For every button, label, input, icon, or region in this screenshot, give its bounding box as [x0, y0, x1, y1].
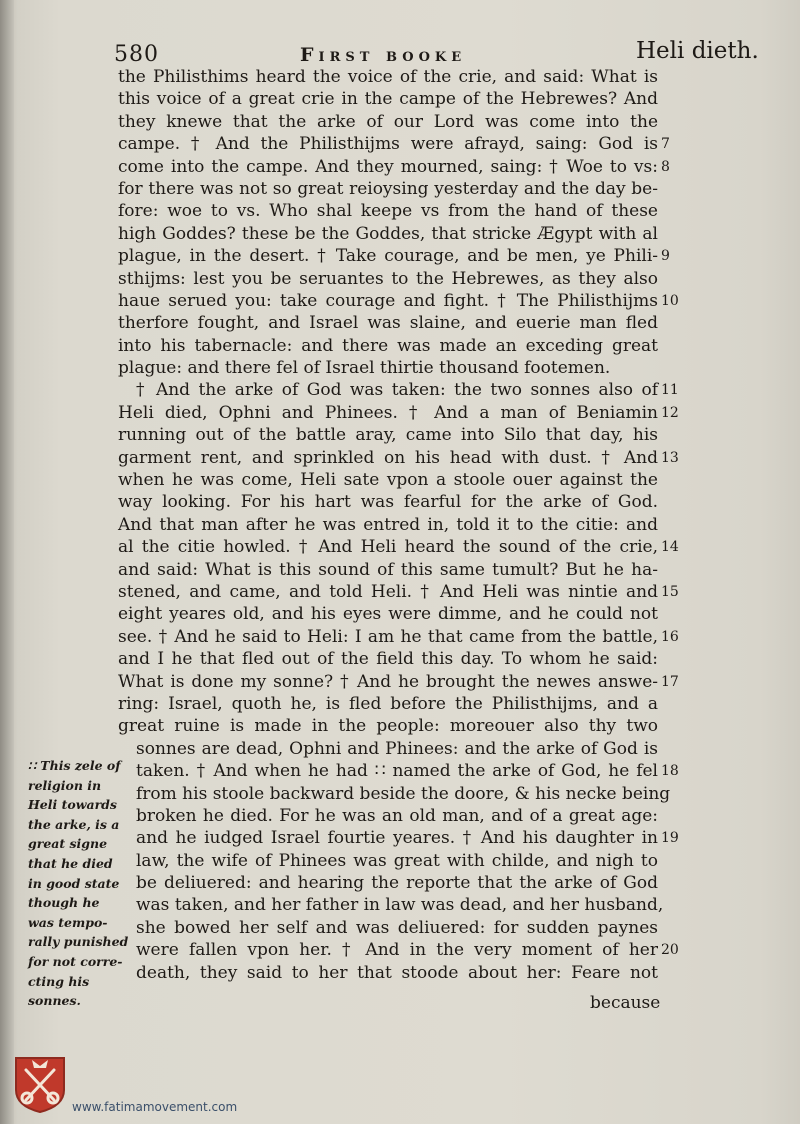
text-line: see. † And he said to Heli: I am he that came from the battle,: [118, 626, 658, 647]
text-line: al the citie howled. † And Heli heard the sound of the crie,: [118, 537, 658, 558]
papal-keys-icon: [12, 1054, 68, 1114]
verse-number: [661, 66, 691, 88]
text-line: and said: What is this sound of this same tumult? But he ha-: [118, 559, 658, 580]
page-number: 580: [114, 42, 159, 67]
verse-number: [661, 514, 691, 536]
verse-number: [661, 312, 691, 334]
text-line: taken. † And when he had ∷ named the arke of God, he fel: [136, 761, 658, 782]
text-line: was taken, and her father in law was dead, and her husband,: [136, 895, 664, 916]
verse-number: 9: [661, 248, 670, 265]
text-line: haue serued you: take courage and fight. † The Philisthijms: [118, 290, 658, 311]
margin-note-line: was tempo-: [28, 914, 108, 930]
verse-number: 14: [661, 539, 679, 556]
verse-number: [661, 491, 691, 513]
margin-note-line: religion in: [28, 777, 102, 793]
page-gutter-shadow: [0, 0, 14, 1124]
website-url: www.fatimamovement.com: [72, 1100, 238, 1114]
text-line: plague: and there fel of Israel thirtie thousand footemen.: [118, 358, 611, 379]
verse-number: 11: [661, 382, 679, 399]
text-line: high Goddes? these be the Goddes, that stricke Ægypt with al: [118, 223, 658, 244]
verse-number: [661, 559, 691, 581]
verse-number: 17: [661, 673, 679, 690]
text-line: and I he that fled out of the field this day. To whom he said:: [118, 649, 658, 670]
text-line: law, the wife of Phinees was great with childe, and nigh to: [136, 850, 658, 871]
text-line: great ruine is made in the people: moreouer also thy two: [118, 716, 658, 737]
verse-number: [661, 178, 691, 200]
verse-number: [661, 872, 691, 894]
verse-number: [661, 917, 691, 939]
text-line: come into the campe. And they mourned, saing: † Woe to vs:: [118, 156, 658, 177]
text-line: way looking. For his hart was fearful for the arke of God.: [118, 492, 658, 513]
verse-number: [661, 88, 691, 110]
text-line: and he iudged Israel fourtie yeares. † And his daughter in: [136, 828, 658, 849]
text-line: † And the arke of God was taken: the two sonnes also of: [136, 380, 658, 401]
text-line: they knewe that the arke of our Lord was come into the: [118, 111, 658, 132]
verse-number: [661, 715, 691, 737]
text-line: plague, in the desert. † Take courage, and be men, ye Phili-: [118, 246, 658, 267]
text-line: And that man after he was entred in, told it to the citie: and: [118, 514, 658, 535]
verse-number: [661, 603, 691, 625]
verse-number: [661, 805, 691, 827]
text-line: death, they said to her that stoode about her: Feare not: [136, 962, 658, 983]
margin-note-line: though he: [28, 895, 100, 911]
verse-number: 15: [661, 583, 679, 600]
text-line: What is done my sonne? † And he brought the newes answe-: [118, 671, 658, 692]
verse-number: [661, 223, 691, 245]
text-line: fore: woe to vs. Who shal keepe vs from the hand of these: [118, 201, 658, 222]
verse-number: 8: [661, 158, 670, 175]
verse-number: [661, 693, 691, 715]
verse-number: [661, 850, 691, 872]
text-line: the Philisthims heard the voice of the crie, and said: What is: [118, 67, 658, 87]
text-line: were fallen vpon her. † And in the very moment of her: [136, 940, 658, 961]
text-line: sthijms: lest you be seruantes to the Hebrewes, as they also: [118, 268, 658, 289]
text-line: when he was come, Heli sate vpon a stoole ouer against the: [118, 470, 658, 491]
verse-number: 20: [661, 942, 679, 959]
margin-note: [28, 756, 132, 1011]
verse-number: 10: [661, 292, 679, 309]
margin-note-line: sonnes.: [28, 993, 81, 1009]
text-line: broken he died. For he was an old man, and of a great age:: [136, 805, 658, 826]
catchword: because: [590, 993, 661, 1013]
verse-number: 16: [661, 628, 679, 645]
text-line: campe. † And the Philisthijms were afrayd, saing: God is: [118, 134, 658, 155]
margin-note-line: for not corre-: [28, 953, 123, 969]
verse-number: [661, 648, 691, 670]
verse-number: 12: [661, 404, 679, 421]
text-line: running out of the battle aray, came into Silo that day, his: [118, 425, 658, 446]
verse-number: [661, 357, 691, 379]
verse-number: [661, 783, 691, 805]
verse-number: 13: [661, 449, 679, 466]
verse-number: [661, 424, 691, 446]
verse-number: [661, 200, 691, 222]
verse-number: [661, 738, 691, 760]
running-title: First booke: [300, 44, 467, 66]
margin-note-line: that he died: [28, 855, 113, 871]
text-line: sonnes are dead, Ophni and Phinees: and the arke of God is: [136, 738, 658, 759]
text-line: she bowed her self and was deliuered: for sudden paynes: [136, 917, 658, 938]
verse-number: 18: [661, 763, 679, 780]
page-headline: Heli dieth.: [636, 38, 759, 64]
text-line: into his tabernacle: and there was made an exceding great: [118, 335, 658, 356]
verse-number: [661, 335, 691, 357]
margin-note-line: ∷ This zele of: [28, 758, 121, 773]
text-line: this voice of a great crie in the campe of the Hebrewes? And: [118, 89, 658, 110]
margin-note-line: the arke, is a: [28, 816, 120, 832]
verse-number: [661, 962, 691, 984]
verse-number: 19: [661, 830, 679, 847]
verse-number: [661, 268, 691, 290]
text-line: from his stoole backward beside the doore, & his necke being: [136, 783, 671, 804]
margin-note-line: Heli towards: [28, 797, 117, 813]
text-line: eight yeares old, and his eyes were dimme, and he could not: [118, 604, 658, 625]
text-line: garment rent, and sprinkled on his head with dust. † And: [118, 447, 658, 468]
text-line: Heli died, Ophni and Phinees. † And a man of Beniamin: [118, 402, 658, 423]
verse-number: 7: [661, 136, 670, 153]
text-line: be deliuered: and hearing the reporte that the arke of God: [136, 873, 658, 894]
verse-number: [661, 469, 691, 491]
margin-note-line: in good state: [28, 875, 120, 891]
verse-number: [661, 894, 691, 916]
text-line: stened, and came, and told Heli. † And Heli was nintie and: [118, 581, 658, 602]
text-line: for there was not so great reioysing yesterday and the day be-: [118, 178, 658, 199]
verse-number-column: [661, 66, 691, 984]
text-line: therfore fought, and Israel was slaine, and euerie man fled: [118, 313, 658, 334]
text-line: ring: Israel, quoth he, is fled before the Philisthijms, and a: [118, 693, 658, 714]
verse-number: [661, 111, 691, 133]
margin-note-line: rally punished: [28, 934, 129, 950]
margin-note-line: great signe: [28, 836, 108, 852]
margin-note-line: cting his: [28, 973, 90, 989]
